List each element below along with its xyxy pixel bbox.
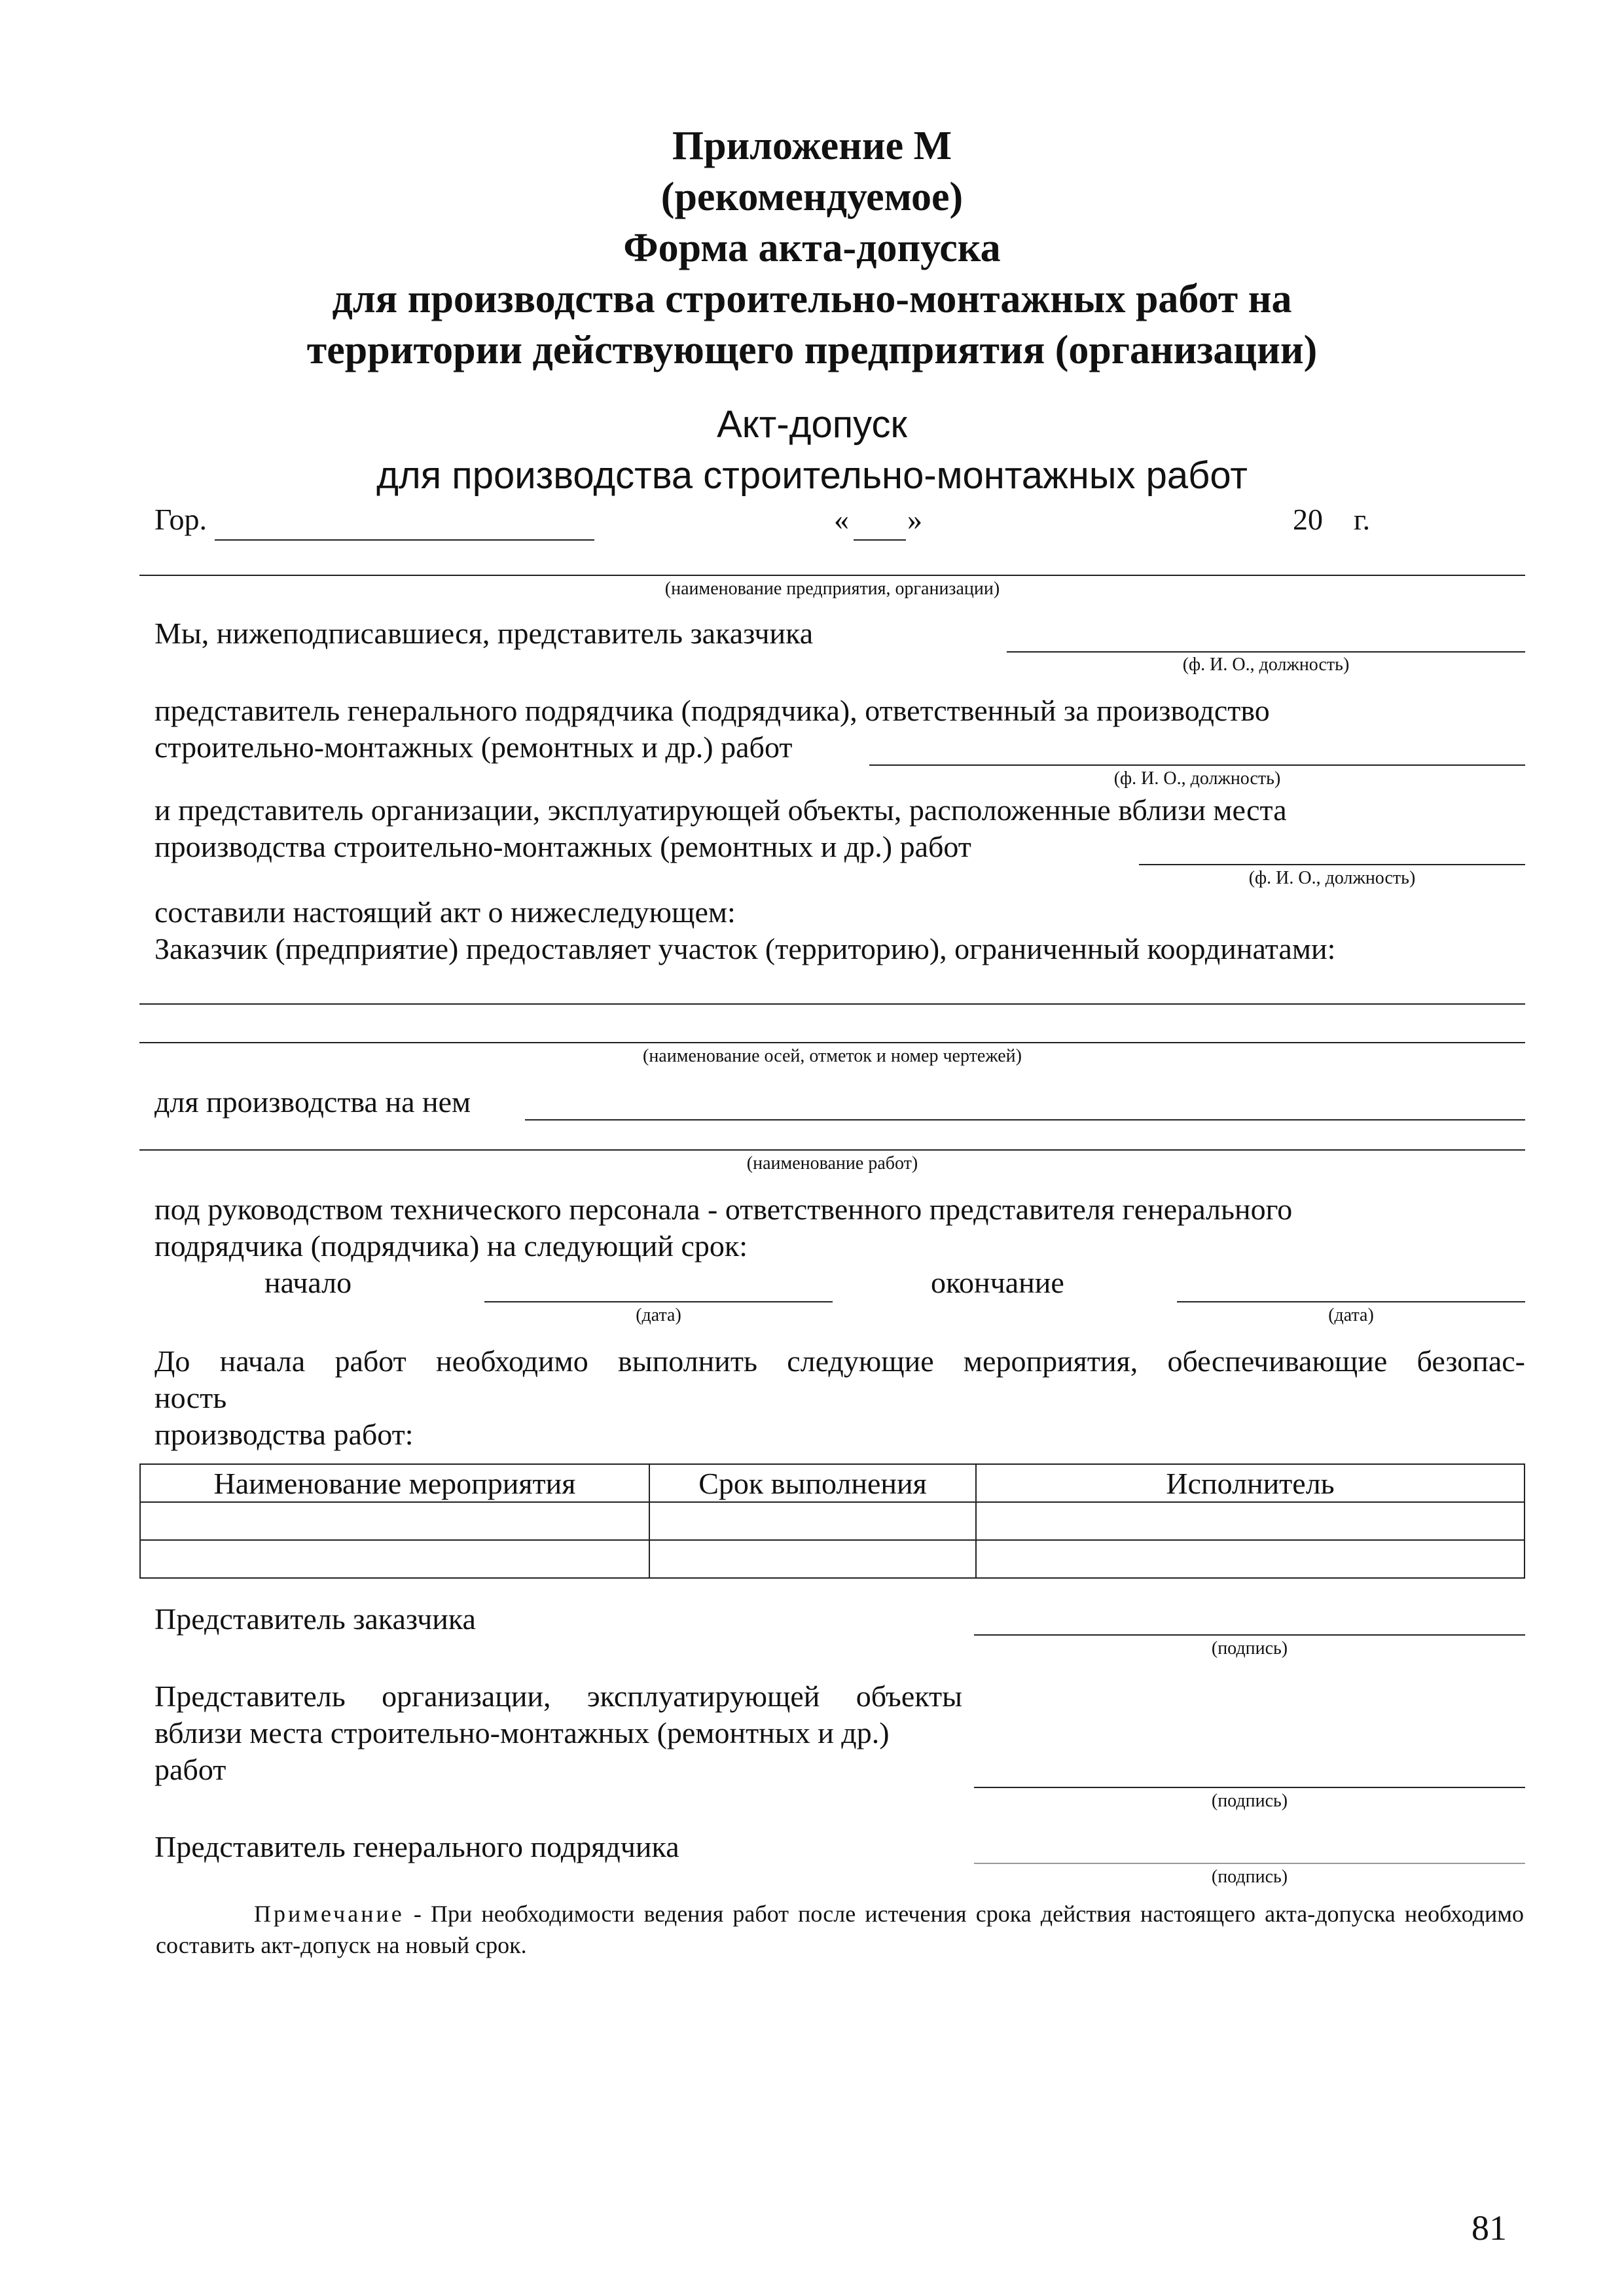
appendix-title: Приложение М bbox=[672, 124, 952, 168]
operator-text-1: и представитель организации, эксплуатирующей объекты, расположенные вблизи места bbox=[154, 793, 1287, 827]
table-cell[interactable] bbox=[140, 1540, 649, 1578]
gen-contractor-text-1: представитель генерального подрядчика (подрядчика), ответственный за производство bbox=[154, 694, 1270, 727]
sig-operator-field[interactable] bbox=[974, 1787, 1525, 1788]
start-date-field[interactable] bbox=[484, 1301, 833, 1302]
sig-operator-label-2: вблизи места строительно-монтажных (ремонтных и др.) bbox=[154, 1716, 890, 1749]
table-row bbox=[140, 1540, 1525, 1578]
city-field[interactable] bbox=[215, 539, 594, 541]
fio-caption-1: (ф. И. О., должность) bbox=[1182, 655, 1350, 675]
works-field-1[interactable] bbox=[525, 1119, 1525, 1121]
note-label: Примечание bbox=[254, 1901, 405, 1927]
sig-gen-contractor-label: Представитель генерального подрядчика bbox=[154, 1830, 679, 1863]
table-header-executor: Исполнитель bbox=[976, 1464, 1525, 1502]
organization-caption: (наименование предприятия, организации) bbox=[664, 579, 1000, 599]
table-header-deadline: Срок выполнения bbox=[649, 1464, 976, 1502]
measures-text-3: производства работ: bbox=[154, 1418, 414, 1451]
day-open-quote: « bbox=[834, 503, 849, 536]
end-date-field[interactable] bbox=[1177, 1301, 1525, 1302]
day-field[interactable] bbox=[854, 539, 906, 541]
act-title: Акт-допуск bbox=[717, 403, 907, 446]
form-subtitle-2: территории действующего предприятия (организации) bbox=[306, 328, 1318, 372]
measures-text-1: До начала работ необходимо выполнить следующие мероприятия, обеспечивающие безопас- bbox=[154, 1344, 1525, 1378]
table-cell[interactable] bbox=[649, 1502, 976, 1540]
fio-caption-2: (ф. И. О., должность) bbox=[1113, 768, 1281, 789]
we-signed-text: Мы, нижеподписавшиеся, представитель заказчика bbox=[154, 617, 814, 650]
signature-caption-3: (подпись) bbox=[1211, 1867, 1288, 1887]
table-cell[interactable] bbox=[649, 1540, 976, 1578]
appendix-recommended: (рекомендуемое) bbox=[660, 175, 964, 219]
supervision-text-2: подрядчика (подрядчика) на следующий срок: bbox=[154, 1229, 748, 1263]
axes-caption: (наименование осей, отметок и номер чертежей) bbox=[643, 1046, 1022, 1066]
year-prefix: 20 bbox=[1293, 503, 1323, 536]
gen-contractor-rep-field[interactable] bbox=[869, 764, 1525, 766]
customer-rep-field[interactable] bbox=[1007, 651, 1525, 653]
sig-customer-field[interactable] bbox=[974, 1634, 1525, 1636]
sig-operator-label-3: работ bbox=[154, 1753, 226, 1786]
city-label: Гор. bbox=[154, 503, 208, 536]
start-label: начало bbox=[264, 1266, 352, 1299]
table-cell[interactable] bbox=[140, 1502, 649, 1540]
measures-table bbox=[139, 1463, 1525, 1579]
operator-text-2: производства строительно-монтажных (ремонтных и др.) работ bbox=[154, 830, 971, 863]
coordinates-field-2[interactable] bbox=[139, 1042, 1525, 1043]
table-header-measure: Наименование мероприятия bbox=[140, 1464, 649, 1502]
year-suffix: г. bbox=[1354, 503, 1371, 536]
end-date-caption: (дата) bbox=[1328, 1305, 1374, 1325]
measures-text-2: ность bbox=[154, 1381, 227, 1414]
works-field-2[interactable] bbox=[139, 1149, 1525, 1151]
supervision-text-1: под руководством технического персонала - ответственного представителя генерального bbox=[154, 1193, 1293, 1226]
signature-caption-2: (подпись) bbox=[1211, 1791, 1288, 1811]
works-caption: (наименование работ) bbox=[746, 1153, 918, 1174]
table-cell[interactable] bbox=[976, 1540, 1525, 1578]
table-cell[interactable] bbox=[976, 1502, 1525, 1540]
fio-caption-3: (ф. И. О., должность) bbox=[1248, 868, 1416, 888]
organization-field[interactable] bbox=[139, 575, 1525, 576]
end-label: окончание bbox=[931, 1266, 1064, 1299]
note bbox=[156, 1898, 1524, 1961]
sig-operator-label-1: Представитель организации, эксплуатирующей объекты bbox=[154, 1679, 962, 1713]
act-subtitle: для производства строительно-монтажных работ bbox=[376, 454, 1248, 497]
form-title: Форма акта-допуска bbox=[623, 226, 1001, 270]
day-close-quote: » bbox=[907, 503, 922, 536]
form-subtitle-1: для производства строительно-монтажных работ на bbox=[332, 277, 1292, 321]
page-number: 81 bbox=[1471, 2208, 1507, 2248]
sig-gen-contractor-field[interactable] bbox=[974, 1863, 1525, 1864]
gen-contractor-text-2: строительно-монтажных (ремонтных и др.) работ bbox=[154, 730, 793, 764]
start-date-caption: (дата) bbox=[636, 1305, 681, 1325]
table-header-row bbox=[140, 1464, 1525, 1502]
compiled-text: составили настоящий акт о нижеследующем: bbox=[154, 895, 736, 929]
table-row bbox=[140, 1502, 1525, 1540]
signature-caption-1: (подпись) bbox=[1211, 1638, 1288, 1659]
sig-customer-label: Представитель заказчика bbox=[154, 1602, 476, 1636]
customer-provides-text: Заказчик (предприятие) предоставляет участок (территорию), ограниченный координатами: bbox=[154, 932, 1336, 965]
for-works-text: для производства на нем bbox=[154, 1085, 471, 1119]
note-text: - При необходимости ведения работ после истечения срока действия настоящего акта-допуска необходимо составить акт-допуск на новый срок. bbox=[156, 1901, 1524, 1958]
operator-rep-field[interactable] bbox=[1139, 864, 1525, 865]
coordinates-field-1[interactable] bbox=[139, 1003, 1525, 1005]
